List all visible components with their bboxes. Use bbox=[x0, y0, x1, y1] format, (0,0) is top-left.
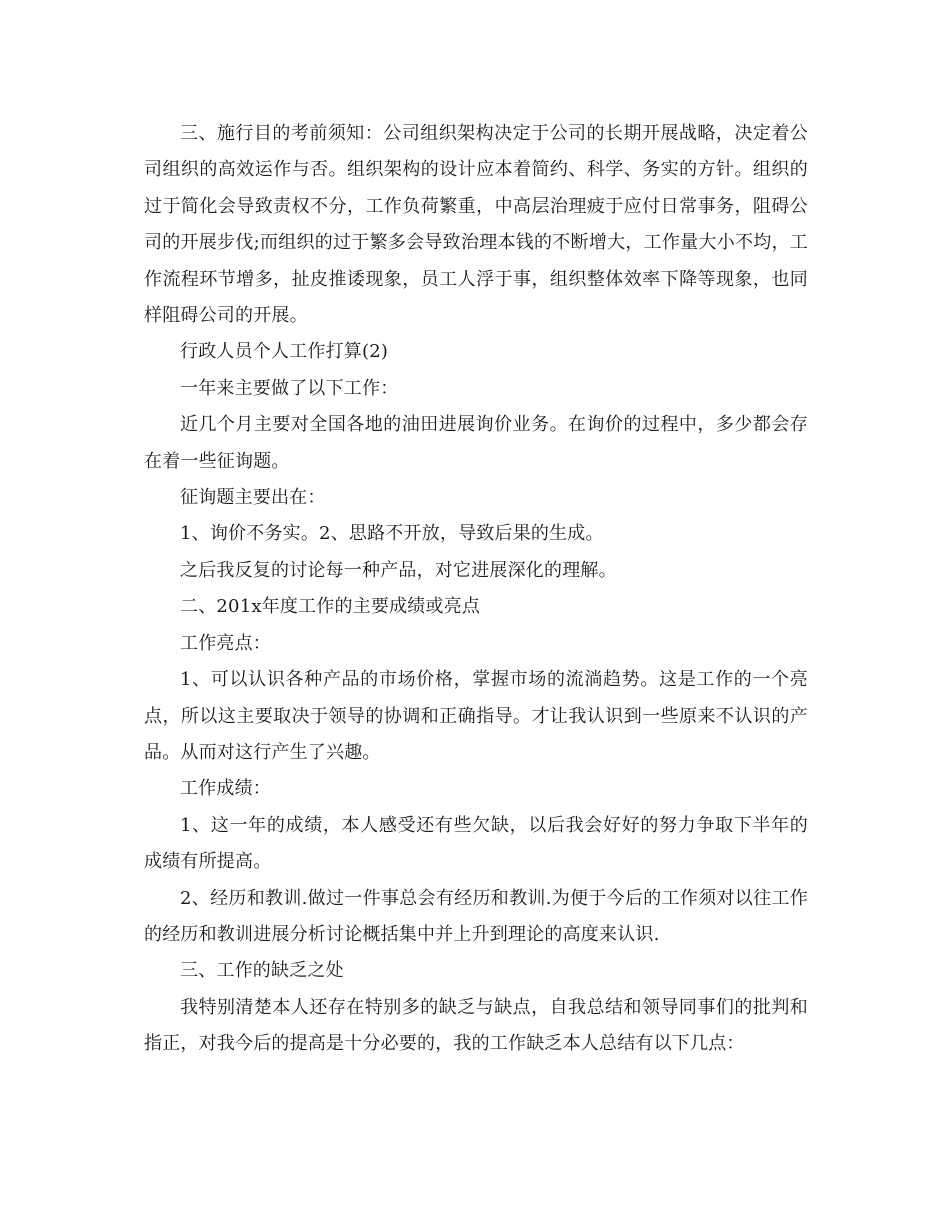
paragraph-highlights-label: 工作亮点： bbox=[180, 632, 271, 654]
section-title-achievements: 二、201x年度工作的主要成绩或亮点 bbox=[180, 596, 481, 618]
paragraph-problems-list: 1、询价不务实。2、思路不开放，导致后果的生成。 bbox=[180, 523, 604, 545]
section-title-shortcomings: 三、工作的缺乏之处 bbox=[180, 960, 344, 982]
paragraph-result-1: 1、这一年的成绩，本人感受还有些欠缺，以后我会好好的努力争取下半年的成绩有所提高。 bbox=[144, 814, 808, 873]
paragraph-product-study: 之后我反复的讨论每一种产品，对它进展深化的理解。 bbox=[180, 559, 617, 581]
paragraph-year-work-intro: 一年来主要做了以下工作： bbox=[180, 377, 399, 399]
paragraph-result-2: 2、经历和教训.做过一件事总会有经历和教训.为便于今后的工作须对以往工作的经历和教训进展分析讨论概括集中并上升到理论的高度来认识. bbox=[144, 887, 808, 945]
paragraph-highlight-1: 1、可以认识各种产品的市场价格，掌握市场的流淌趋势。这是工作的一个亮点，所以这主要取决于领导的协调和正确指导。才让我认识到一些原来不认识的产品。从而对这行产生了兴趣。 bbox=[144, 669, 808, 763]
paragraph-problems-intro: 征询题主要出在： bbox=[180, 487, 326, 509]
paragraph-results-label: 工作成绩： bbox=[180, 778, 271, 800]
paragraph-shortcomings: 我特别清楚本人还存在特别多的缺乏与缺点，自我总结和领导同事们的批判和指正，对我今后的提高是十分必要的，我的工作缺乏本人总结有以下几点： bbox=[144, 996, 808, 1055]
paragraph-inquiry-business: 近几个月主要对全国各地的油田进展询价业务。在询价的过程中，多少都会存在着一些征询题。 bbox=[144, 414, 808, 472]
section-title-admin-plan: 行政人员个人工作打算(2) bbox=[180, 341, 389, 363]
document-page bbox=[144, 116, 808, 1063]
paragraph-implementation-notes: 三、施行目的考前须知：公司组织架构决定于公司的长期开展战略，决定着公司组织的高效运作与否。组织架构的设计应本着简约、科学、务实的方针。组织的过于简化会导致责权不分，工作负荷繁重，中高层治理疲于应付日常事务，阻碍公司的开展步伐;而组织的过于繁多会导致治理本钱的不断增大，工作量大小不均，工作流程环节增多，扯皮推诿现象，员工人浮于事，组织整体效率下降等现象，也同样阻碍公司的开展。 bbox=[144, 123, 808, 327]
